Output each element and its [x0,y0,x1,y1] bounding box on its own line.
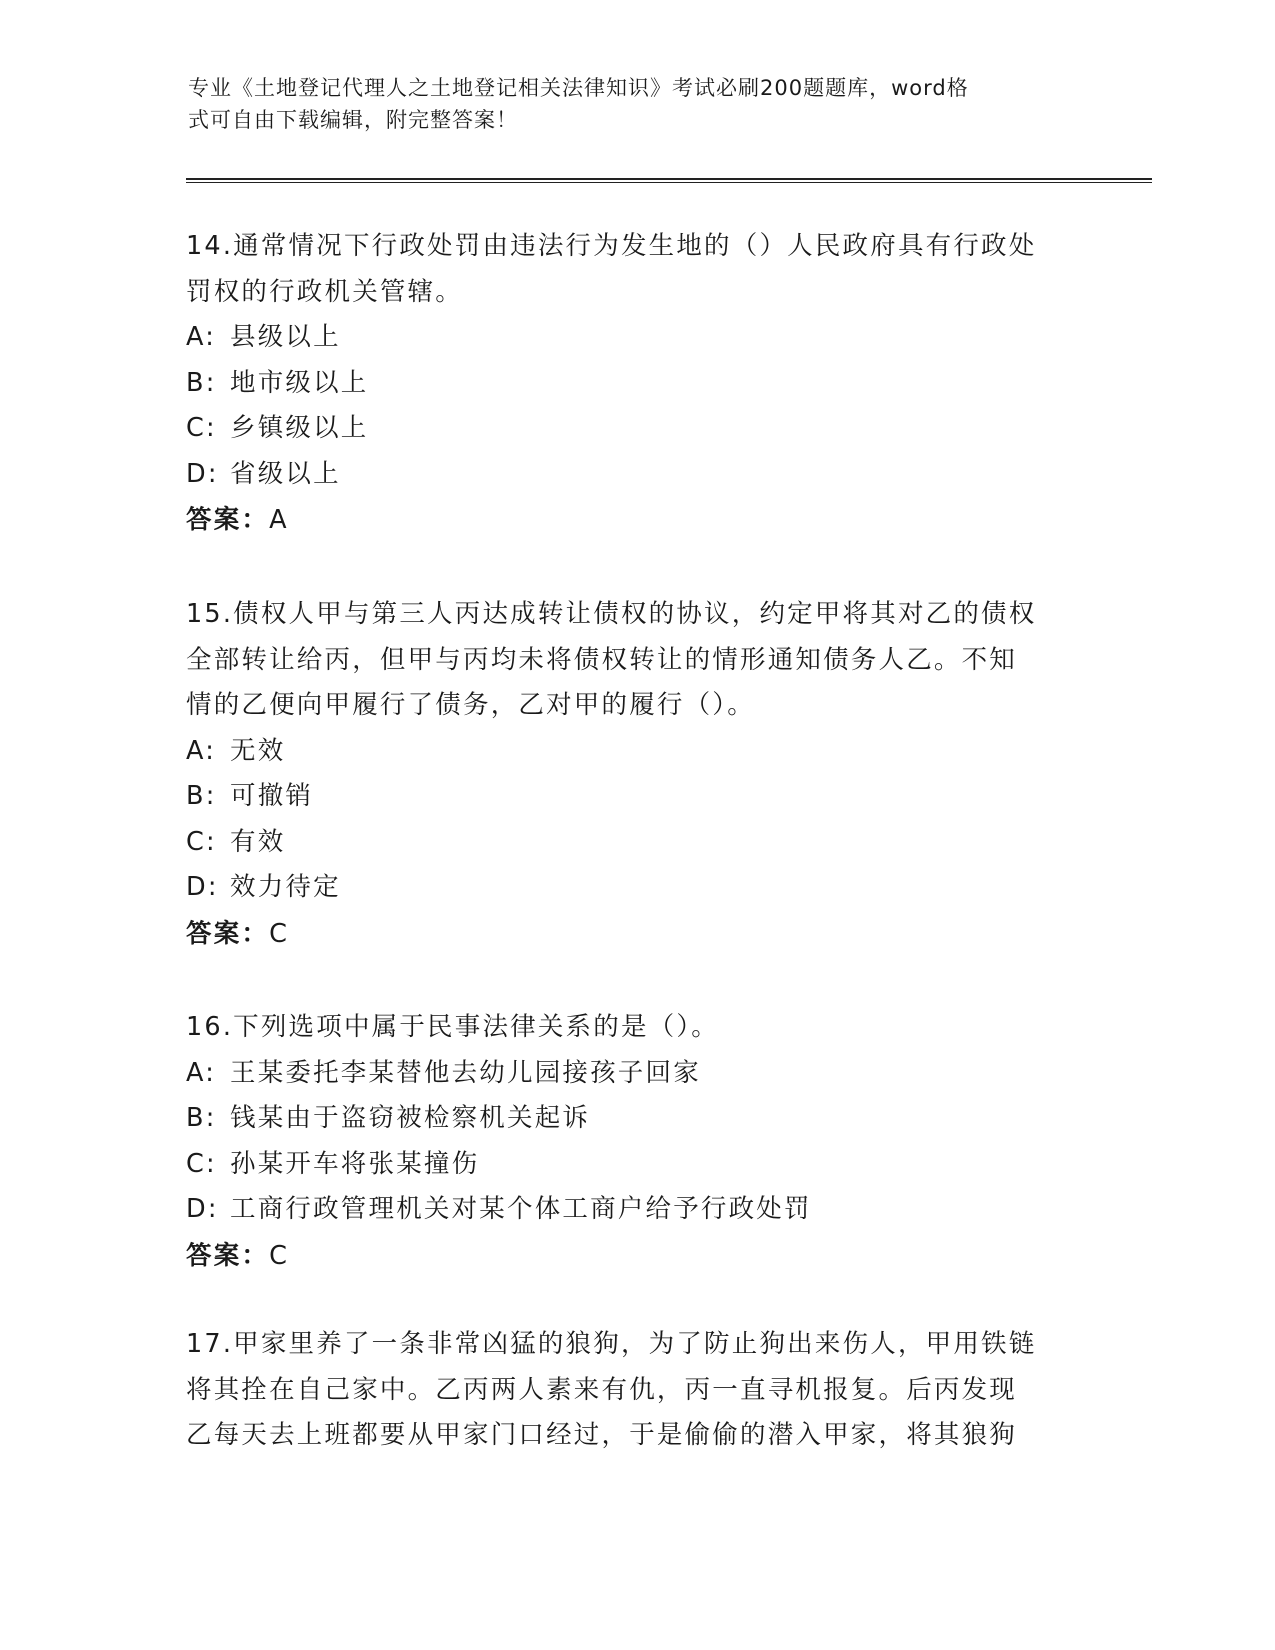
question-stem-line: 15.债权人甲与第三人丙达成转让债权的协议，约定甲将其对乙的债权 [186,599,1037,629]
header-line-2: 式可自由下载编辑，附完整答案！ [188,108,518,132]
option-text: 地市级以上 [230,367,369,398]
question-stem-line: 14.通常情况下行政处罚由违法行为发生地的（）人民政府具有行政处 [186,231,1037,261]
option-text: 省级以上 [230,458,341,489]
question-16 [186,1005,1086,1279]
answer-line [186,911,1086,957]
option-key: C: [186,1148,217,1179]
question-stem-line: 乙每天去上班都要从甲家门口经过，于是偷偷的潜入甲家，将其狼狗 [186,1420,1018,1450]
answer-value: C [269,1240,290,1271]
option-d [186,1187,1086,1233]
option-b [186,1096,1086,1142]
header-line-1: 专业《土地登记代理人之土地登记相关法律知识》考试必刷200题题库，word格 [188,76,969,100]
option-d [186,865,1086,911]
option-a [186,315,1086,361]
option-key: B: [186,781,217,811]
option-a [186,729,1086,775]
option-c [186,820,1086,866]
option-c [186,406,1086,452]
question-17 [186,1322,1086,1459]
option-key: D: [186,1194,219,1224]
option-text: 有效 [230,826,286,857]
option-b [186,361,1086,407]
answer-label: 答案： [186,505,270,535]
question-stem-line: 情的乙便向甲履行了债务，乙对甲的履行（）。 [186,690,755,720]
answer-label: 答案： [186,918,270,949]
option-text: 乡镇级以上 [230,413,369,443]
question-stem-line: 罚权的行政机关管辖。 [186,276,464,307]
option-key: A: [186,322,216,352]
option-key: B: [186,367,217,398]
option-text: 效力待定 [230,872,341,902]
answer-label: 答案： [186,1240,270,1271]
option-a [186,1051,1086,1097]
option-c [186,1142,1086,1188]
option-key: D: [186,458,219,489]
answer-value: C [269,918,290,949]
header-divider [186,178,1152,183]
document-header [188,72,1068,136]
option-text: 无效 [230,735,286,766]
question-stem-line: 全部转让给丙，但甲与丙均未将债权转让的情形通知债务人乙。不知 [186,644,1018,675]
option-key: A: [186,735,216,766]
option-text: 县级以上 [230,322,341,352]
option-text: 王某委托李某替他去幼儿园接孩子回家 [230,1057,701,1088]
option-text: 工商行政管理机关对某个体工商户给予行政处罚 [230,1194,812,1224]
question-14 [186,224,1086,543]
option-key: A: [186,1057,216,1088]
option-b [186,774,1086,820]
question-stem-line: 17.甲家里养了一条非常凶猛的狼狗，为了防止狗出来伤人，甲用铁链 [186,1329,1037,1359]
option-key: C: [186,413,217,443]
option-key: C: [186,826,217,857]
option-text: 可撤销 [230,781,314,811]
question-stem-line: 16.下列选项中属于民事法律关系的是（）。 [186,1012,720,1042]
option-text: 孙某开车将张某撞伤 [230,1148,480,1179]
answer-line [186,497,1086,543]
option-key: B: [186,1103,217,1133]
answer-value: A [269,505,289,535]
answer-line [186,1233,1086,1279]
option-text: 钱某由于盗窃被检察机关起诉 [230,1103,591,1133]
option-key: D: [186,872,219,902]
option-d [186,452,1086,498]
question-15 [186,592,1086,957]
question-stem-line: 将其拴在自己家中。乙丙两人素来有仇，丙一直寻机报复。后丙发现 [186,1374,1018,1405]
